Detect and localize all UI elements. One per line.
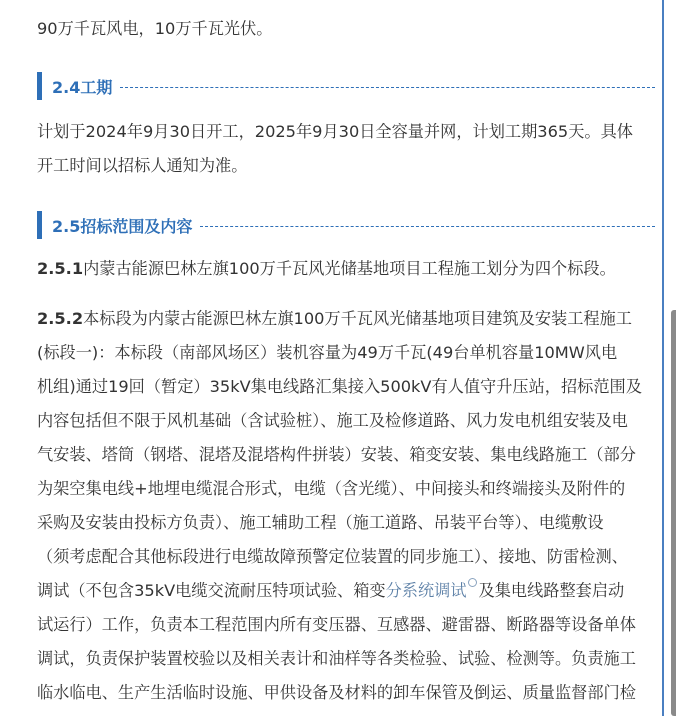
clause-line: 机组)通过19回（暂定）35kV集电线路汇集接入500kV有人值守升压站，招标范围及: [37, 377, 642, 396]
search-icon[interactable]: [468, 578, 477, 587]
paragraph-schedule: [37, 115, 655, 183]
schedule-line-1: 计划于2024年9月30日开工，2025年9月30日全容量并网，计划工期365天。具体: [37, 122, 633, 141]
clause-line: 试运行）工作，负责本工程范围内所有变压器、互感器、避雷器、断路器等设备单体: [37, 615, 636, 634]
clause-line: 为架空集电线+地埋电缆混合形式，电缆（含光缆）、中间接头和终端接头及附件的: [37, 479, 626, 498]
clause-line: （须考虑配合其他标段进行电缆故障预警定位装置的同步施工）、接地、防雷检测、: [37, 547, 628, 566]
clause-text: 内蒙古能源巴林左旗100万千瓦风光储基地项目工程施工划分为四个标段。: [83, 259, 616, 278]
keyword-link[interactable]: 分系统调试: [385, 581, 467, 600]
clause-line: 及集电线路整套启动: [478, 581, 625, 600]
section-title-schedule: 2.4工期: [52, 77, 113, 97]
clause-line: 调试，负责保护装置校验以及相关表计和油样等各类检验、试验、检测等。负责施工: [37, 649, 636, 668]
section-heading-schedule: [37, 72, 655, 100]
heading-accent-bar: [37, 72, 42, 100]
clause-line: 内容包括但不限于风机基础（含试验桩）、施工及检修道路、风力发电机组安装及电: [37, 411, 628, 430]
scrollbar-thumb[interactable]: [671, 310, 676, 716]
clause-line: 调试（不包含35kV电缆交流耐压特项试验、箱变: [37, 581, 386, 600]
clause-number: 2.5.1: [37, 259, 84, 278]
schedule-line-2: 开工时间以招标人通知为准。: [37, 156, 248, 175]
clause-line: (标段一)：本标段（南部风场区）装机容量为49万千瓦(49台单机容量10MW风电: [37, 343, 618, 362]
clause-line: 本标段为内蒙古能源巴林左旗100万千瓦风光储基地项目建筑及安装工程施工: [83, 309, 632, 328]
section-title-scope: 2.5招标范围及内容: [52, 216, 193, 236]
clause-number: 2.5.2: [37, 309, 84, 328]
heading-accent-bar: [37, 211, 42, 239]
article-content: [37, 0, 655, 710]
heading-dashed-rule: [120, 87, 655, 88]
paragraph-2-5-1: [37, 252, 655, 286]
clause-line: 气安装、塔筒（钢塔、混塔及混塔构件拼装）安装、箱变安装、集电线路施工（部分: [37, 445, 636, 464]
paragraph-2-5-2: [37, 302, 655, 710]
clause-line: 临水临电、生产生活临时设施、甲供设备及材料的卸车保管及倒运、质量监督部门检: [37, 683, 636, 702]
section-heading-scope: [37, 211, 655, 239]
heading-dashed-rule: [200, 226, 655, 227]
paragraph-capacity: 90万千瓦风电，10万千瓦光伏。: [37, 19, 273, 38]
content-frame-border: [662, 0, 664, 716]
clause-line: 采购及安装由投标方负责）、施工辅助工程（施工道路、吊装平台等）、电缆敷设: [37, 513, 604, 532]
